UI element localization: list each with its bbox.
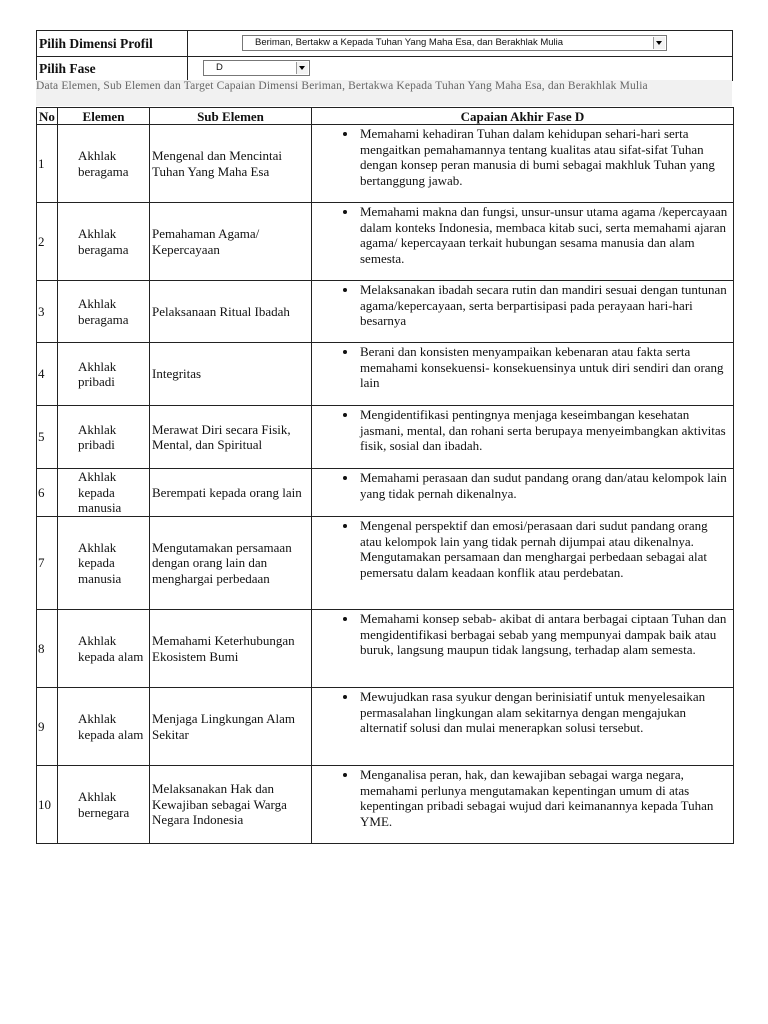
header-sub-elemen: Sub Elemen	[150, 108, 312, 125]
row-no: 7	[37, 517, 58, 610]
table-row	[37, 610, 734, 688]
row-no: 6	[37, 469, 58, 517]
chevron-down-icon[interactable]	[653, 37, 665, 49]
row-elemen: Akhlak bernegara	[58, 766, 150, 844]
row-capaian: • Mewujudkan rasa syukur dengan berinisiatif untuk menyelesaikan permasalahan lingkungan alam sekitarnya dengan mengajukan alternatif solusi dan mulai menerapkan solusi tersebut.	[358, 688, 731, 736]
row-no: 3	[37, 281, 58, 343]
row-sub-elemen: Mengutamakan persamaan dengan orang lain dan menghargai perbedaan	[150, 517, 312, 610]
row-capaian: • Menganalisa peran, hak, dan kewajiban sebagai warga negara, memahami perlunya mengutamakan kepentingan umum di atas kepentingan pribadi sebagai wujud dari keimanannya kepada Tuhan YME.	[358, 766, 731, 829]
header-elemen: Elemen	[58, 108, 150, 125]
table-row	[37, 125, 734, 203]
row-no: 5	[37, 406, 58, 469]
phase-label: Pilih Fase	[37, 57, 188, 81]
table-header-row	[37, 108, 734, 125]
row-sub-elemen: Integritas	[150, 343, 312, 406]
table-row	[37, 343, 734, 406]
row-sub-elemen: Melaksanakan Hak dan Kewajiban sebagai Warga Negara Indonesia	[150, 766, 312, 844]
table-row	[37, 203, 734, 281]
row-capaian: • Memahami perasaan dan sudut pandang orang dan/atau kelompok lain yang tidak pernah dikenalnya.	[358, 469, 731, 501]
row-capaian: • Memahami kehadiran Tuhan dalam kehidupan sehari-hari serta mengaitkan pemahamannya tentang kualitas atau sifat-sifat Tuhan dengan konsep peran manusia di bumi sebagai makhluk Tuhan yang bertanggung jawab.	[358, 125, 731, 188]
phase-dropdown[interactable]	[203, 60, 310, 76]
row-elemen: Akhlak kepada alam	[58, 610, 150, 688]
dimension-label: Pilih Dimensi Profil	[37, 31, 188, 57]
intro-text: Data Elemen, Sub Elemen dan Target Capaian Dimensi Beriman, Bertakwa Kepada Tuhan Yang Maha Esa, dan Berakhlak Mulia	[36, 80, 732, 106]
row-capaian: • Memahami makna dan fungsi, unsur-unsur utama agama /kepercayaan dalam konteks Indonesia, membaca kitab suci, serta memahami ajaran agama/ kepercayaan terkait hubungan sesama manusia dan alam semesta.	[358, 203, 731, 266]
row-elemen: Akhlak kepada manusia	[58, 469, 150, 517]
profile-selector-table	[36, 30, 733, 81]
row-elemen: Akhlak beragama	[58, 281, 150, 343]
row-capaian: • Melaksanakan ibadah secara rutin dan mandiri sesuai dengan tuntunan agama/kepercayaan, serta berpartisipasi pada perayaan hari-hari besarnya	[358, 281, 731, 329]
row-no: 9	[37, 688, 58, 766]
table-row	[37, 688, 734, 766]
row-elemen: Akhlak pribadi	[58, 343, 150, 406]
row-elemen: Akhlak pribadi	[58, 406, 150, 469]
chevron-down-icon[interactable]	[296, 62, 308, 74]
header-capaian: Capaian Akhir Fase D	[312, 108, 734, 125]
dimension-dropdown-value: Beriman, Bertakw a Kepada Tuhan Yang Maha Esa, dan Berakhlak Mulia	[255, 37, 564, 48]
row-elemen: Akhlak kepada alam	[58, 688, 150, 766]
capaian-table	[36, 107, 734, 844]
table-row	[37, 406, 734, 469]
table-row	[37, 281, 734, 343]
table-row	[37, 766, 734, 844]
row-sub-elemen: Pelaksanaan Ritual Ibadah	[150, 281, 312, 343]
row-sub-elemen: Mengenal dan Mencintai Tuhan Yang Maha Esa	[150, 125, 312, 203]
header-no: No	[37, 108, 58, 125]
row-no: 8	[37, 610, 58, 688]
row-capaian: • Mengenal perspektif dan emosi/perasaan dari sudut pandang orang atau kelompok lain yang tidak pernah dijumpai atau dikenalnya. Mengutamakan persamaan dan menghargai perbedaan sebagai alat pemersatu dalam keadaan konflik atau perdebatan.	[358, 517, 731, 580]
row-no: 10	[37, 766, 58, 844]
row-sub-elemen: Berempati kepada orang lain	[150, 469, 312, 517]
row-capaian: • Memahami konsep sebab- akibat di antara berbagai ciptaan Tuhan dan mengidentifikasi berbagai sebab yang mempunyai dampak baik atau buruk, langsung maupun tidak langsung, terhadap alam semesta.	[358, 610, 731, 658]
row-no: 4	[37, 343, 58, 406]
row-sub-elemen: Memahami Keterhubungan Ekosistem Bumi	[150, 610, 312, 688]
table-row	[37, 469, 734, 517]
row-elemen: Akhlak beragama	[58, 203, 150, 281]
table-row	[37, 517, 734, 610]
row-sub-elemen: Merawat Diri secara Fisik, Mental, dan Spiritual	[150, 406, 312, 469]
row-capaian: • Mengidentifikasi pentingnya menjaga keseimbangan kesehatan jasmani, mental, dan rohani serta berupaya menyeimbangkan aktivitas fisik, sosial dan ibadah.	[358, 406, 731, 454]
row-capaian: • Berani dan konsisten menyampaikan kebenaran atau fakta serta memahami konsekuensi- konsekuensinya untuk diri sendiri dan orang lain	[358, 343, 731, 391]
row-elemen: Akhlak kepada manusia	[58, 517, 150, 610]
dimension-dropdown[interactable]	[242, 35, 667, 51]
row-no: 1	[37, 125, 58, 203]
row-no: 2	[37, 203, 58, 281]
phase-dropdown-value: D	[216, 62, 223, 73]
row-elemen: Akhlak beragama	[58, 125, 150, 203]
row-sub-elemen: Pemahaman Agama/ Kepercayaan	[150, 203, 312, 281]
row-sub-elemen: Menjaga Lingkungan Alam Sekitar	[150, 688, 312, 766]
